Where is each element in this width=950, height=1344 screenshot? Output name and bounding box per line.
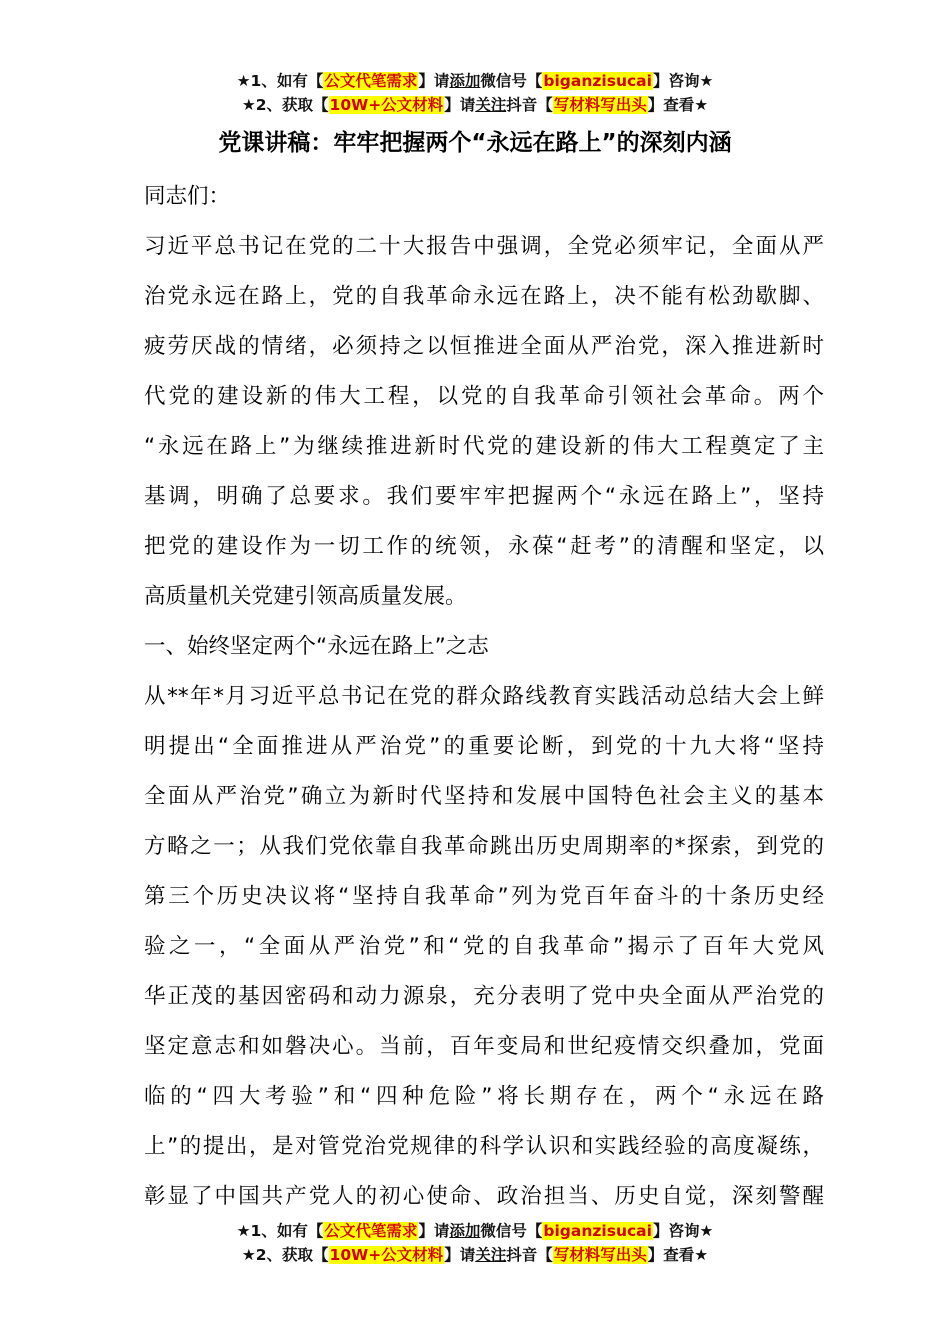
document-title: 党课讲稿：牢牢把握两个“永远在路上”的深刻内涵 xyxy=(218,130,732,156)
para2-line: 上”的提出，是对管党治党规律的科学认识和实践经验的高度凝练， xyxy=(144,1134,824,1159)
para1-line: “永远在路上”为继续推进新时代党的建设新的伟大工程奠定了主 xyxy=(144,434,824,459)
document-body xyxy=(144,172,824,1222)
promo-line-1: ★1、如有【公文代笔需求】请添加微信号【biganzisucai】咨询★ xyxy=(236,1222,714,1240)
para1-line: 疲劳厌战的情绪，必须持之以恒推进全面从严治党，深入推进新时 xyxy=(144,334,824,359)
section-heading: 一、始终坚定两个“永远在路上”之志 xyxy=(144,634,489,659)
highlight-service: 公文代笔需求 xyxy=(324,1222,418,1240)
highlight-materials: 10W+公文材料 xyxy=(329,96,444,114)
para2-line: 坚定意志和如磐决心。当前，百年变局和世纪疫情交织叠加，党面 xyxy=(144,1034,824,1059)
para2-line: 临的“四大考验”和“四种危险”将长期存在，两个“永远在路 xyxy=(144,1084,824,1109)
para1-line: 治党永远在路上，党的自我革命永远在路上，决不能有松劲歇脚、 xyxy=(144,284,824,309)
para1-line: 习近平总书记在党的二十大报告中强调，全党必须牢记，全面从严 xyxy=(144,234,824,259)
para2-line: 验之一，“全面从严治党”和“党的自我革命”揭示了百年大党风 xyxy=(144,934,824,959)
para2-line: 明提出“全面推进从严治党”的重要论断，到党的十九大将“坚持 xyxy=(144,734,824,759)
para2-line: 彰显了中国共产党人的初心使命、政治担当、历史自觉，深刻警醒 xyxy=(144,1184,824,1209)
para2-line: 第三个历史决议将“坚持自我革命”列为党百年奋斗的十条历史经 xyxy=(144,884,824,909)
highlight-douyin-account: 写材料写出头 xyxy=(553,96,647,114)
para2-line: 全面从严治党”确立为新时代坚持和发展中国特色社会主义的基本 xyxy=(144,784,824,809)
greeting: 同志们： xyxy=(144,184,231,209)
highlight-wechat-id: biganzisucai xyxy=(543,72,652,90)
header-promo-banner xyxy=(0,69,950,117)
promo-line-1: ★1、如有【公文代笔需求】请添加微信号【biganzisucai】咨询★ xyxy=(236,72,714,90)
para1-line: 基调，明确了总要求。我们要牢牢把握两个“永远在路上”，坚持 xyxy=(144,484,824,509)
footer-promo-banner xyxy=(0,1219,950,1267)
highlight-wechat-id: biganzisucai xyxy=(543,1222,652,1240)
para2-line: 方略之一；从我们党依靠自我革命跳出历史周期率的*探索，到党的 xyxy=(144,834,824,859)
promo-line-2: ★2、获取【10W+公文材料】请关注抖音【写材料写出头】查看★ xyxy=(241,96,709,114)
highlight-materials: 10W+公文材料 xyxy=(329,1246,444,1264)
highlight-douyin-account: 写材料写出头 xyxy=(553,1246,647,1264)
para2-line: 从**年*月习近平总书记在党的群众路线教育实践活动总结大会上鲜 xyxy=(144,684,824,709)
para2-line: 华正茂的基因密码和动力源泉，充分表明了党中央全面从严治党的 xyxy=(144,984,824,1009)
para1-line: 把党的建设作为一切工作的统领，永葆“赶考”的清醒和坚定，以 xyxy=(144,534,824,559)
para1-line: 高质量机关党建引领高质量发展。 xyxy=(144,584,467,609)
promo-line-2: ★2、获取【10W+公文材料】请关注抖音【写材料写出头】查看★ xyxy=(241,1246,709,1264)
highlight-service: 公文代笔需求 xyxy=(324,72,418,90)
para1-line: 代党的建设新的伟大工程，以党的自我革命引领社会革命。两个 xyxy=(144,384,824,409)
